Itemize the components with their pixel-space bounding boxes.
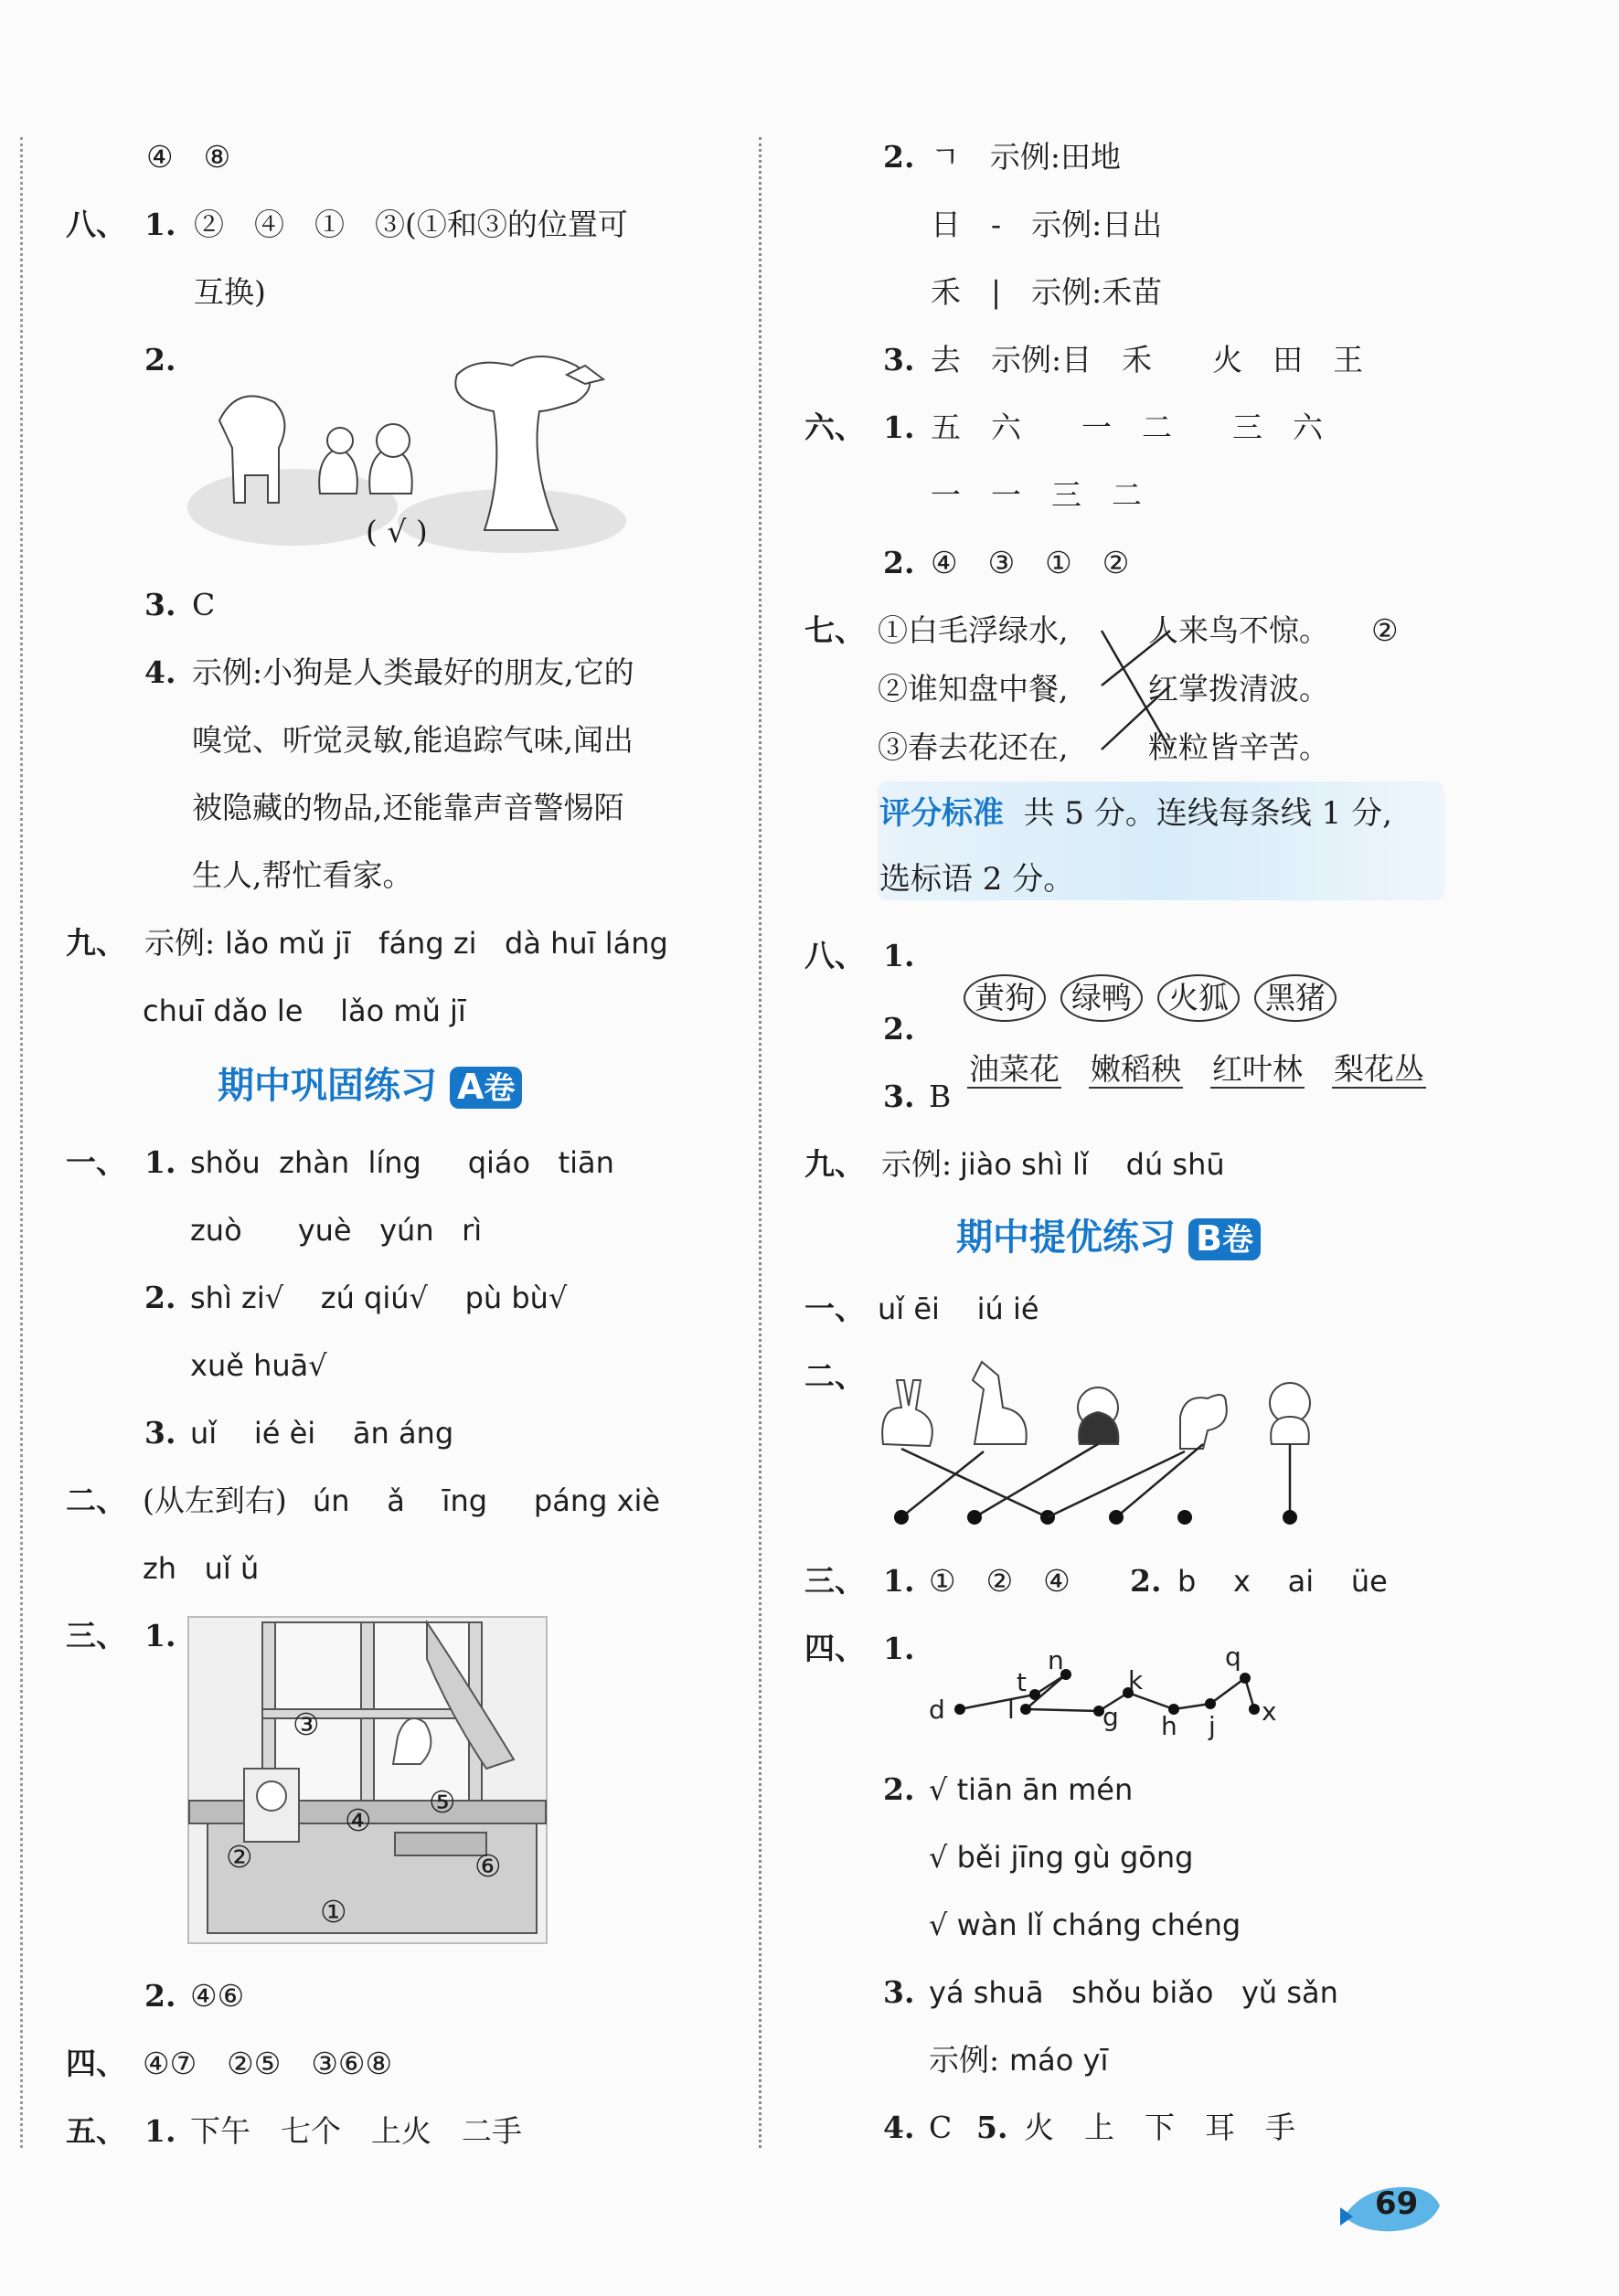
answer-line: ④⑦ ②⑤ ③⑥⑧ — [143, 2046, 393, 2081]
question-number: 1. — [883, 938, 915, 973]
question-number: 3. — [883, 342, 915, 377]
pinyin-line: b x ai üe — [1177, 1564, 1388, 1599]
question-number: 2. — [144, 1280, 176, 1315]
pinyin-line: yá shuā shǒu biǎo yǔ sǎn — [929, 1975, 1338, 2010]
section-heading: 八、 — [66, 207, 126, 242]
svg-text:q: q — [1225, 1642, 1241, 1672]
pinyin-line: √ tiān ān mén — [929, 1772, 1134, 1807]
pinyin-line: zh uǐ ǔ — [143, 1551, 260, 1586]
page-number: 69 — [1375, 2185, 1419, 2222]
answer-line: ㄱ 示例:田地 — [931, 139, 1121, 175]
svg-text:n: n — [1048, 1645, 1064, 1675]
answer-line: 火 上 下 耳 手 — [1024, 2110, 1295, 2145]
svg-text:d: d — [929, 1695, 945, 1725]
question-number: 2. — [144, 342, 176, 377]
answer-line: 去 示例:目 禾 火 田 王 — [931, 342, 1364, 377]
circled-words: 黄狗 绿鸭 火狐 黑猪 — [925, 934, 1351, 1062]
answer-line: ② ④ ① ③(①和③的位置可 — [194, 207, 628, 242]
poem-right: 红掌拨清波。 — [1148, 671, 1329, 707]
pinyin-line: uǐ ié èi ān áng — [190, 1416, 454, 1451]
page-edge-line — [20, 137, 23, 2148]
answer-prefix: 示例: — [144, 925, 216, 961]
pinyin-line: shǒu zhàn líng qiáo tiān — [190, 1145, 614, 1180]
svg-text:k: k — [1128, 1665, 1144, 1695]
score-standard-2: 选标语 2 分。 — [879, 861, 1075, 898]
poem-right: 人来鸟不惊。 — [1148, 612, 1329, 648]
section-heading: 二、 — [66, 1483, 126, 1518]
svg-text:t: t — [1017, 1667, 1027, 1697]
question-number: 3. — [144, 587, 176, 622]
section-heading: 五、 — [66, 2113, 126, 2149]
poem-answer: ② — [1371, 612, 1399, 648]
pinyin-line: máo yī — [1009, 2043, 1109, 2078]
section-heading: 一、 — [804, 1291, 865, 1326]
answer-line: ④⑥ — [190, 1978, 245, 2014]
section-heading: 九、 — [804, 1146, 865, 1182]
answer-line: C — [192, 587, 216, 622]
question-number: 2. — [883, 1011, 915, 1047]
question-number: 4. — [883, 2110, 915, 2145]
svg-text:x: x — [1262, 1696, 1277, 1727]
section-title-a: 期中巩固练习 A卷 — [218, 1057, 522, 1109]
pinyin-line: xuě huā√ — [190, 1348, 327, 1383]
answer-line: 一 一 三 二 — [931, 477, 1142, 513]
question-number: 1. — [883, 1563, 915, 1599]
question-number: 2. — [144, 1978, 176, 2014]
section-heading: 一、 — [66, 1144, 126, 1180]
answer-line: ④ ⑧ — [146, 139, 231, 175]
pinyin-line: ún ǎ īng páng xiè — [313, 1483, 661, 1518]
question-number: 1. — [883, 1631, 915, 1666]
question-number: 1. — [144, 2113, 176, 2149]
section-title-b: 期中提优练习 B卷 — [956, 1208, 1261, 1260]
svg-text:j: j — [1209, 1711, 1216, 1741]
question-number: 1. — [144, 1618, 176, 1653]
question-number: 1. — [883, 409, 915, 445]
poem-right: 粒粒皆辛苦。 — [1148, 729, 1329, 765]
column-divider — [759, 137, 762, 2148]
question-number: 3. — [883, 1974, 915, 2010]
answer-line: C — [929, 2110, 953, 2145]
svg-text:h: h — [1161, 1711, 1177, 1741]
poem-left: ③春去花还在, — [878, 729, 1069, 765]
section-heading: 七、 — [804, 612, 865, 648]
answer-line: 五 六 一 二 三 六 — [931, 409, 1323, 445]
question-number: 5. — [976, 2110, 1008, 2145]
pinyin-line: √ wàn lǐ cháng chéng — [929, 1908, 1241, 1942]
answer-prefix: 示例: — [881, 1146, 953, 1182]
poem-left: ②谁知盘中餐, — [878, 671, 1069, 707]
section-heading: 四、 — [804, 1631, 865, 1666]
svg-text:g: g — [1102, 1702, 1119, 1732]
poem-left: ①白毛浮绿水, — [878, 612, 1069, 648]
badge-a: A卷 — [450, 1067, 522, 1109]
section-heading: 九、 — [66, 925, 126, 961]
answer-line: ④ ③ ① ② — [931, 545, 1130, 580]
animal-matching-illustration — [865, 1353, 1377, 1536]
answer-prefix: 示例: — [929, 2042, 1000, 2078]
question-number: 3. — [144, 1415, 176, 1451]
svg-text:l: l — [1007, 1695, 1015, 1725]
pinyin-line: chuī dǎo le lǎo mǔ jī — [143, 994, 466, 1028]
pinyin-line: jiào shì lǐ dú shū — [960, 1147, 1225, 1182]
check-answer: ( √ ) — [366, 514, 428, 549]
pinyin-line: zuò yuè yún rì — [190, 1213, 483, 1248]
section-heading: 四、 — [66, 2046, 126, 2081]
answer-line: 被隐藏的物品,还能靠声音警惕陌 — [192, 790, 624, 825]
answer-line: 示例:小狗是人类最好的朋友,它的 — [192, 654, 634, 690]
section-heading: 二、 — [804, 1358, 865, 1394]
answer-line: 生人,帮忙看家。 — [192, 857, 413, 893]
score-standard: 评分标准 共 5 分。连线每条线 1 分, — [879, 795, 1392, 832]
question-number: 1. — [144, 1144, 176, 1180]
question-number: 1. — [144, 207, 176, 242]
answer-line: 日 - 示例:日出 — [931, 207, 1163, 242]
answer-line: B — [929, 1079, 952, 1114]
page-number-badge — [1335, 2180, 1444, 2235]
answer-line: 互换) — [194, 274, 266, 310]
pinyin-line: √ běi jīng gù gōng — [929, 1840, 1194, 1875]
answer-line: 下午 七个 上火 二手 — [190, 2113, 522, 2149]
question-number: 2. — [883, 139, 915, 175]
section-heading: 八、 — [804, 938, 865, 973]
pinyin-line: uǐ ēi iú ié — [878, 1292, 1039, 1326]
window-illustration: ③ ④ ⑤ ② ⑥ ① — [187, 1616, 548, 1944]
answer-prefix: (从左到右) — [143, 1483, 287, 1518]
pinyin-line: shì zi√ zú qiú√ pù bù√ — [190, 1281, 568, 1315]
question-number: 4. — [144, 654, 176, 690]
question-number: 2. — [883, 1771, 915, 1807]
badge-b: B卷 — [1188, 1218, 1261, 1260]
question-number: 2. — [1130, 1563, 1162, 1599]
pinyin-line: lǎo mǔ jī fáng zi dà huī láng — [225, 926, 668, 961]
section-heading: 六、 — [804, 409, 865, 445]
underlined-words: 油菜花 嫩稻秧 红叶林 梨花丛 — [968, 1051, 1424, 1087]
section-heading: 三、 — [804, 1563, 865, 1599]
answer-line: 禾 | 示例:禾苗 — [931, 274, 1163, 310]
answer-line: ① ② ④ — [929, 1563, 1070, 1599]
question-number: 2. — [883, 545, 915, 580]
section-heading: 三、 — [66, 1618, 126, 1653]
answer-line: 嗅觉、听觉灵敏,能追踪气味,闻出 — [192, 722, 634, 758]
letter-dots-illustration — [920, 1636, 1277, 1741]
question-number: 3. — [883, 1079, 915, 1114]
